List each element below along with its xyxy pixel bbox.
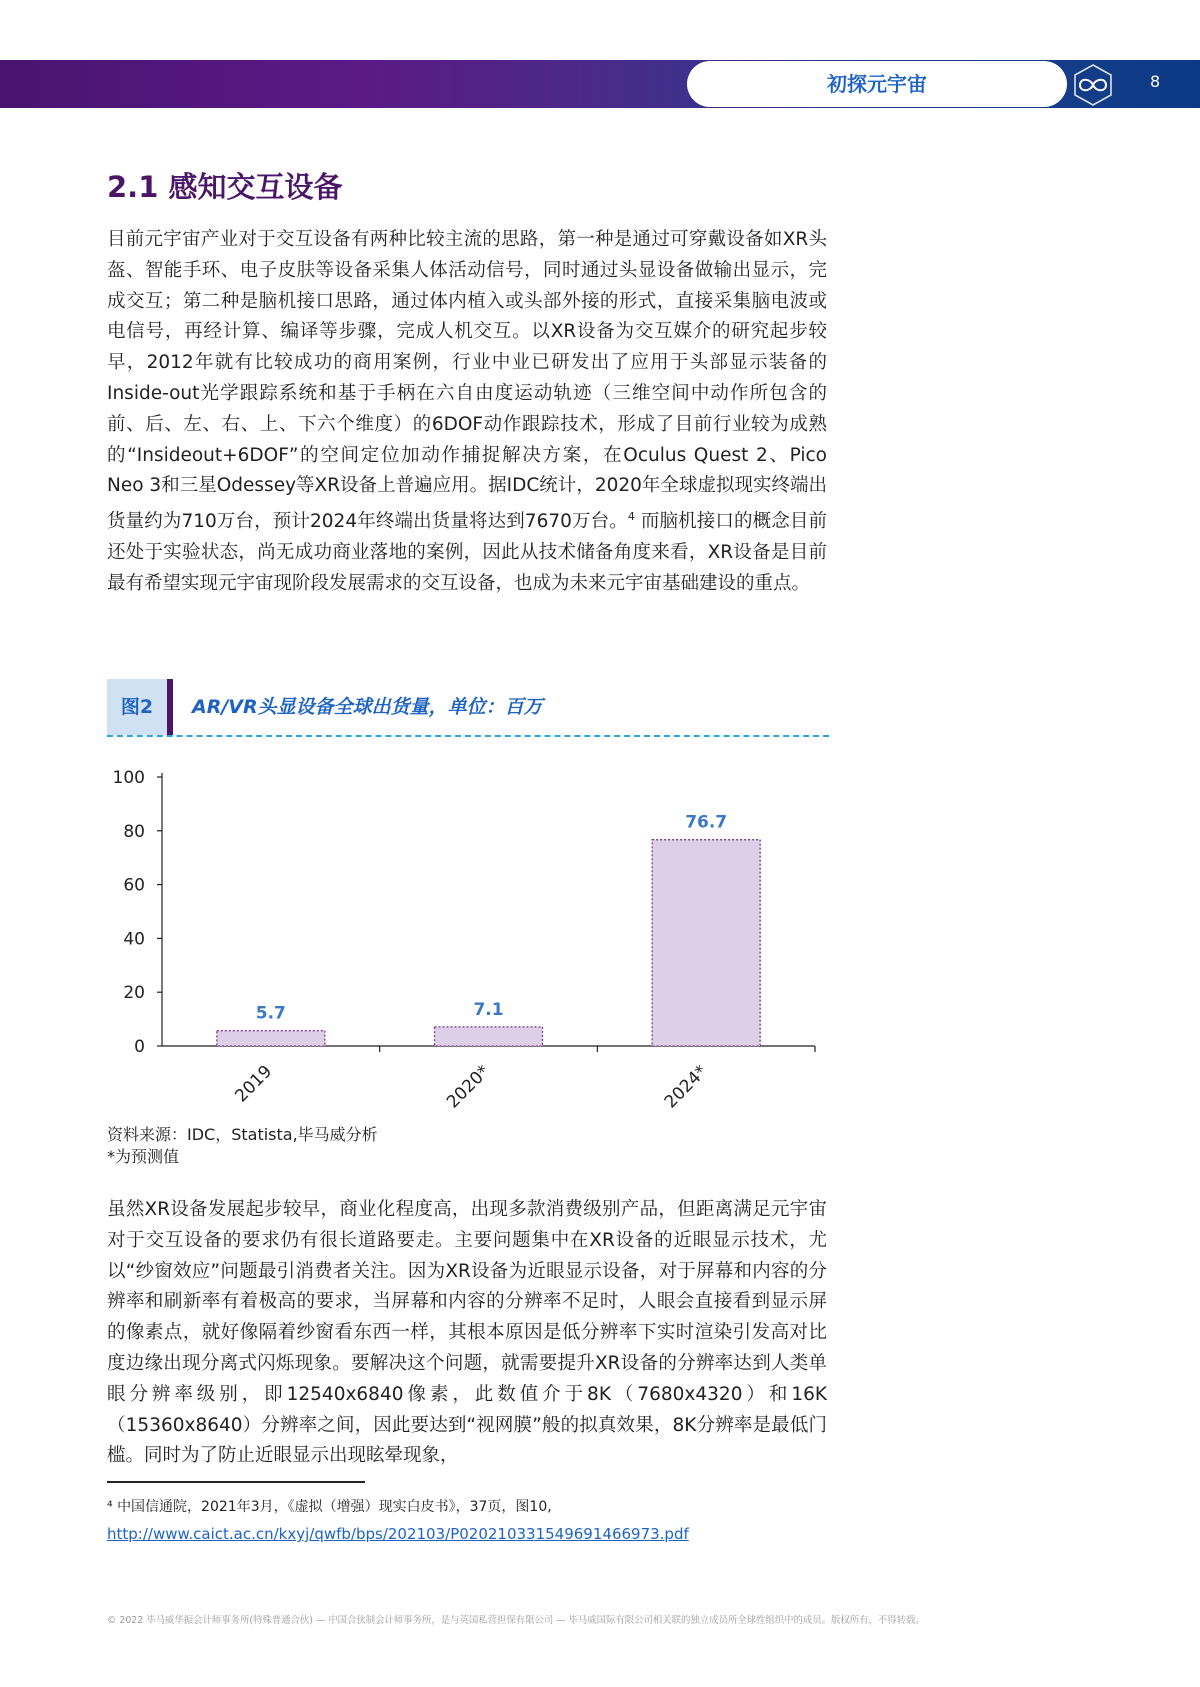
figure-divider [107,735,829,737]
bar-value-label: 76.7 [685,812,728,833]
body-paragraph-2: 虽然XR设备发展起步较早，商业化程度高，出现多款消费级别产品，但距离满足元宇宙对于交互设备的要求仍有很长道路要走。主要问题集中在XR设备的近眼显示技术，尤以“纱窗效应”问题最引消费者关注。因为XR设备为近眼显示设备，对于屏幕和内容的分辨率和刷新率有着极高的要求，当屏幕和内容的分辨率不足时，人眼会直接看到显示屏的像素点，就好像隔着纱窗看东西一样，其根本原因是低分辨率下实时渲染引发高对比度边缘出现分离式闪烁现象。要解决这个问题，就需要提升XR设备的分辨率达到人类单眼分辨率级别，即12540x6840像素，此数值介于8K（7680x4320）和16K（15360x8640）分辨率之间，因此要达到“视网膜”般的拟真效果，8K分辨率是最低门槛。同时为了防止近眼显示出现眩晕现象， [107,1199,827,1467]
section-title: 2.1 感知交互设备 [107,170,343,204]
y-tick-label: 0 [134,1037,145,1057]
footnote-text: ⁴ 中国信通院，2021年3月，《虚拟（增强）现实白皮书》，37页，图10, [107,1499,552,1515]
figure-tag-bar [167,679,173,735]
x-category-label: 2019 [231,1061,277,1107]
y-tick-label: 60 [123,875,145,896]
figure-title: AR/VR头显设备全球出货量，单位：百万 [192,696,543,718]
body-paragraph-1 [107,225,827,600]
forecast-note: *为预测值 [107,1147,180,1166]
footnote-marker: 4 [627,510,635,524]
page-number: 8 [1150,72,1161,91]
y-tick-label: 100 [112,768,145,788]
infinity-cube-icon [1070,62,1116,108]
y-tick-label: 80 [123,821,145,842]
figure-tag: 图2 [107,679,167,735]
paragraph-1-main: 目前元宇宙产业对于交互设备有两种比较主流的思路，第一种是通过可穿戴设备如XR头盔、智能手环、电子皮肤等设备采集人体活动信号，同时通过头显设备做输出显示，完成交互；第二种是脑机接口思路，通过体内植入或头部外接的形式，直接采集脑电波或电信号，再经计算、编译等步骤，完成人机交互。以XR设备为交互媒介的研究起步较早，2012年就有比较成功的商用案例，行业中业已研发出了应用于头部显示装备的Inside-out光学跟踪系统和基于手柄在六自由度运动轨迹（三维空间中动作所包含的前、后、左、右、上、下六个维度）的6DOF动作跟踪技术，形成了目前行业较为成熟的“Insideout+6DOF”的空间定位加动作捕捉解决方案，在Oculus Quest 2、Pico Neo 3和三星Odessey等XR设备上普遍应用。据IDC统计，2020年全球虚拟现实终端出货量约为710万台，预计2024年终端出货量将达到7670万台。 [107,229,827,533]
footer-copyright: © 2022 毕马威华振会计师事务所(特殊普通合伙) — 中国合伙制会计师事务所，是与英国私营担保有限公司 — 毕马威国际有限公司相关联的独立成员所全球性组织中的成员。版权所有，不得转载。 [107,1615,925,1626]
shipment-bar-chart [100,755,840,1120]
source-line: 资料来源：IDC，Statista,毕马威分析 [107,1125,378,1144]
chart-source [107,1124,378,1168]
x-category-label: 2020* [443,1061,494,1113]
bar-value-label: 7.1 [473,999,504,1020]
bar [217,1031,325,1046]
footnote-rule [107,1481,365,1483]
header-title: 初探元宇宙 [827,72,927,96]
bar [435,1027,543,1046]
footnote-link[interactable]: http://www.caict.ac.cn/kxyj/qwfb/bps/202103/P020210331549691466973.pdf [107,1525,689,1543]
y-tick-label: 40 [123,929,145,950]
bar-value-label: 5.7 [255,1003,286,1024]
x-category-label: 2024* [660,1061,712,1113]
y-tick-label: 20 [123,983,145,1004]
paragraph-1-tail: 而脑机接口的概念目前还处于实验状态，尚无成功商业落地的案例，因此从技术储备角度来看，XR设备是目前最有希望实现元宇宙现阶段发展需求的交互设备，也成为未来元宇宙基础建设的重点。 [107,511,827,594]
bar [652,840,760,1046]
